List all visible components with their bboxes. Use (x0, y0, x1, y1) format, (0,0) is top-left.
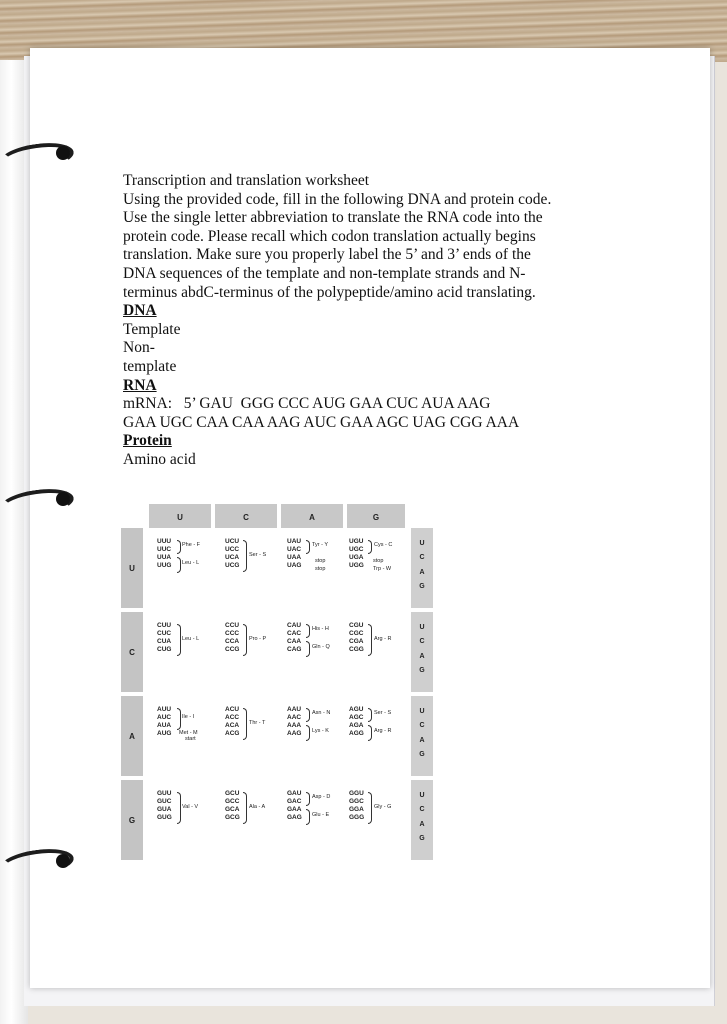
third-base-column: U C A G (411, 780, 433, 860)
amino-acid-label: Val - V (182, 804, 199, 810)
first-base-label: U (121, 528, 143, 608)
amino-acid-label: His - H (312, 626, 329, 632)
bracket (177, 624, 181, 656)
third-base-column: U C A G (411, 696, 433, 776)
stop-label: stop (315, 566, 326, 572)
codon-block-c (145, 612, 409, 692)
codon-list: UUU UUC UUA UUG (157, 538, 172, 569)
second-base-header: A (281, 504, 343, 530)
codon-block-g (145, 780, 409, 860)
amino-acid-label: Gln - Q (312, 644, 330, 650)
nontemplate-label-cont: template (123, 357, 177, 375)
amino-acid-label: Trp - W (373, 566, 392, 572)
worksheet-instructions: Using the provided code, fill in the following DNA and protein code. Use the single letter abbreviation to translate the RNA code into the protein code. Please recall which codon translation actually begins translation. Make sure you properly label the 5’ and 3’ ends of the DNA sequences of the template and non-template strands and N-terminus abdC-terminus of the polypeptide/amino acid translating. (123, 190, 552, 301)
binder-ring-icon (0, 142, 70, 168)
amino-acid-label: Pro - P (249, 636, 267, 642)
bracket (243, 540, 247, 572)
codon-list: AGU AGC AGA AGG (349, 706, 364, 737)
rna-heading: RNA (123, 376, 157, 394)
codon-list: GAU GAC GAA GAG (287, 790, 302, 821)
bracket (306, 792, 310, 806)
bracket (306, 725, 310, 741)
nontemplate-label: Non- (123, 339, 155, 357)
first-base-label: A (121, 696, 143, 776)
bracket (306, 809, 310, 825)
amino-acid-label: Arg - R (374, 728, 392, 734)
second-base-header: C (215, 504, 277, 530)
template-label: Template (123, 320, 181, 338)
amino-acid-label: Asn - N (312, 710, 331, 716)
codon-list: CAU CAC CAA CAG (287, 622, 302, 653)
second-base-header: G (347, 504, 405, 530)
amino-acid-label: Ser - S (374, 710, 392, 716)
second-base-header: U (149, 504, 211, 530)
bracket (177, 708, 181, 730)
bracket (177, 792, 181, 824)
bracket (243, 624, 247, 656)
bracket (368, 708, 372, 722)
bracket (368, 725, 372, 741)
codon-list: GUU GUC GUA GUG (157, 790, 172, 821)
third-base-column: U C A G (411, 528, 433, 608)
amino-acid-label: Phe - F (182, 542, 201, 548)
third-base-column: U C A G (411, 612, 433, 692)
amino-acid-label: Tyr - Y (312, 542, 329, 548)
amino-acid-label: Leu - L (182, 560, 200, 566)
amino-acid-label: Leu - L (182, 636, 200, 642)
codon-list: AUU AUC AUA AUG (157, 706, 172, 737)
amino-acid-label: Lys - K (312, 728, 329, 734)
bracket (306, 641, 310, 657)
bracket (306, 708, 310, 722)
mrna-sequence-line-1: mRNA: 5’ GAU GGG CCC AUG GAA CUC AUA AAG (123, 395, 491, 413)
codon-list: UGU UGC UGA UGG (349, 538, 364, 569)
amino-acid-label: Glu - E (312, 812, 330, 818)
amino-acid-label: Thr - T (249, 720, 266, 726)
codon-list: UCU UCC UCA UCG (225, 538, 240, 569)
bracket (243, 708, 247, 740)
amino-acid-label: Asp - D (312, 794, 331, 800)
dna-heading: DNA (123, 302, 157, 320)
worksheet-text (123, 172, 553, 470)
stop-label: stop (315, 558, 326, 564)
first-base-label: G (121, 780, 143, 860)
codon-list: CGU CGC CGA CGG (349, 622, 364, 653)
codon-list: CCU CCC CCA CCG (225, 622, 240, 653)
amino-acid-label: Gly - G (374, 804, 392, 810)
codon-list: ACU ACC ACA ACG (225, 706, 240, 737)
amino-acid-label: Amino acid (123, 450, 196, 468)
codon-block-u (145, 528, 409, 608)
protein-heading: Protein (123, 432, 172, 450)
bracket (306, 624, 310, 638)
codon-list: CUU CUC CUA CUG (157, 622, 172, 653)
binder-ring-icon (0, 488, 70, 514)
amino-acid-label: Met - M (179, 730, 198, 736)
codon-list: GCU GCC GCA GCG (225, 790, 240, 821)
bracket (177, 540, 181, 554)
bracket (243, 792, 247, 824)
amino-acid-label: Cys - C (374, 542, 393, 548)
worksheet-title: Transcription and translation worksheet (123, 172, 370, 189)
amino-acid-label: Ala - A (249, 804, 266, 810)
mrna-sequence-line-2: GAA UGC CAA CAA AAG AUC GAA AGC UAG CGG AAA (123, 413, 520, 431)
amino-acid-label: Ser - S (249, 552, 267, 558)
bracket (306, 540, 310, 554)
first-base-label: C (121, 612, 143, 692)
start-label: start (185, 736, 196, 742)
bracket (368, 792, 372, 824)
binder-ring-icon (0, 848, 70, 874)
amino-acid-label: Ile - I (182, 714, 195, 720)
codon-list: AAU AAC AAA AAG (287, 706, 302, 737)
codon-table (121, 500, 433, 862)
codon-list: UAU UAC UAA UAG (287, 538, 302, 569)
stop-label: stop (373, 558, 384, 564)
bracket (368, 540, 372, 554)
codon-list: GGU GGC GGA GGG (349, 790, 365, 821)
amino-acid-label: Arg - R (374, 636, 392, 642)
bracket (368, 624, 372, 656)
codon-block-a (145, 696, 409, 776)
bracket (177, 557, 181, 573)
